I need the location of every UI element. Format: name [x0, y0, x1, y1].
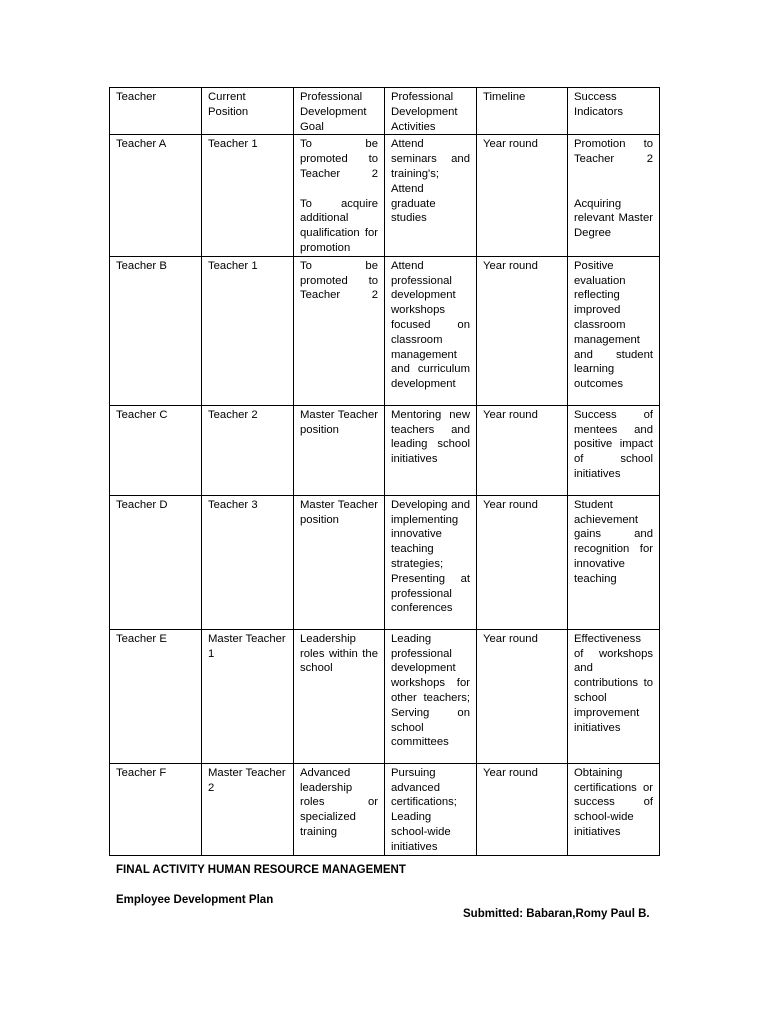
- cell-activities-text: Attend professional development workshops focused on classroom management and curriculum development: [391, 259, 470, 391]
- cell-goal-text: Master Teacher position: [300, 498, 378, 526]
- cell-activities: [385, 256, 477, 405]
- cell-success-indicators-text: Positive evaluation reflecting improved classroom management and student learning outcomes: [574, 259, 653, 391]
- cell-goal: [294, 763, 385, 855]
- cell-goal-text: Advanced leadership roles or specialized training: [300, 766, 378, 838]
- cell-teacher: Teacher A: [110, 135, 202, 256]
- cell-timeline: Year round: [477, 135, 568, 256]
- activity-title: FINAL ACTIVITY HUMAN RESOURCE MANAGEMENT: [116, 864, 406, 876]
- cell-timeline: Year round: [477, 629, 568, 763]
- cell-teacher: Teacher F: [110, 763, 202, 855]
- cell-timeline: Year round: [477, 495, 568, 629]
- header-goal: Professional Development Goal: [294, 88, 385, 135]
- header-current-position: Current Position: [202, 88, 294, 135]
- cell-goal: [294, 405, 385, 495]
- submitted-by: Submitted: Babaran,Romy Paul B.: [463, 908, 650, 920]
- cell-activities: [385, 629, 477, 763]
- cell-timeline: Year round: [477, 405, 568, 495]
- table-header-row: [110, 88, 660, 135]
- cell-success-indicators-text: [574, 167, 653, 182]
- cell-goal-text: Master Teacher position: [300, 408, 378, 436]
- cell-teacher: Teacher C: [110, 405, 202, 495]
- cell-goal-text: To be promoted to Teacher 2: [300, 138, 378, 180]
- development-plan-table: [109, 87, 660, 856]
- cell-success-indicators: [568, 135, 660, 256]
- table-row: [110, 256, 660, 405]
- cell-success-indicators-text: Acquiring relevant Master Degree: [574, 197, 653, 240]
- table-row: [110, 405, 660, 495]
- cell-goal: [294, 256, 385, 405]
- table-row: [110, 495, 660, 629]
- cell-activities-text: Attend seminars and training's; Attend graduate studies: [391, 138, 470, 225]
- cell-teacher: Teacher E: [110, 629, 202, 763]
- header-activities: Professional Development Activities: [385, 88, 477, 135]
- cell-teacher: Teacher B: [110, 256, 202, 405]
- plan-subtitle: Employee Development Plan: [116, 894, 274, 906]
- header-teacher: Teacher: [110, 88, 202, 135]
- cell-success-indicators: [568, 495, 660, 629]
- cell-activities-text: Leading professional development workshops for other teachers; Serving on school committees: [391, 632, 470, 749]
- cell-timeline: Year round: [477, 763, 568, 855]
- cell-goal-text: To be promoted to Teacher 2: [300, 259, 378, 302]
- cell-goal: [294, 629, 385, 763]
- cell-current-position: Teacher 3: [202, 495, 294, 629]
- cell-activities-text: Mentoring new teachers and leading school initiatives: [391, 408, 470, 466]
- cell-goal: [294, 135, 385, 256]
- cell-goal: [294, 495, 385, 629]
- cell-goal-text: [300, 182, 378, 197]
- cell-current-position: Teacher 1: [202, 256, 294, 405]
- table-row: [110, 629, 660, 763]
- cell-activities: [385, 495, 477, 629]
- cell-activities: [385, 763, 477, 855]
- cell-activities: [385, 405, 477, 495]
- table-row: [110, 763, 660, 855]
- header-success-indicators: Success Indicators: [568, 88, 660, 135]
- cell-success-indicators: [568, 256, 660, 405]
- cell-success-indicators: [568, 763, 660, 855]
- cell-goal-text: To acquire additional qualification for promotion: [300, 197, 378, 254]
- table-row: [110, 135, 660, 256]
- cell-success-indicators-text: [574, 182, 653, 197]
- header-timeline: Timeline: [477, 88, 568, 135]
- cell-success-indicators-text: Promotion to Teacher 2: [574, 138, 653, 166]
- cell-success-indicators-text: Obtaining certifications or success of school-wide initiatives: [574, 766, 653, 838]
- cell-teacher: Teacher D: [110, 495, 202, 629]
- cell-current-position: Master Teacher 2: [202, 763, 294, 855]
- table-body: [110, 135, 660, 855]
- cell-activities-text: Developing and implementing innovative teaching strategies; Presenting at professional conferences: [391, 498, 470, 615]
- cell-timeline: Year round: [477, 256, 568, 405]
- cell-current-position: Teacher 2: [202, 405, 294, 495]
- cell-current-position: Master Teacher 1: [202, 629, 294, 763]
- cell-current-position: Teacher 1: [202, 135, 294, 256]
- cell-goal-text: Leadership roles within the school: [300, 632, 378, 675]
- cell-success-indicators-text: Student achievement gains and recognition for innovative teaching: [574, 498, 653, 585]
- cell-success-indicators: [568, 405, 660, 495]
- cell-activities-text: Pursuing advanced certifications; Leading school-wide initiatives: [391, 766, 457, 853]
- cell-success-indicators-text: Success of mentees and positive impact of school initiatives: [574, 408, 653, 480]
- cell-success-indicators-text: Effectiveness of workshops and contributions to school improvement initiatives: [574, 632, 653, 734]
- cell-success-indicators: [568, 629, 660, 763]
- cell-activities: [385, 135, 477, 256]
